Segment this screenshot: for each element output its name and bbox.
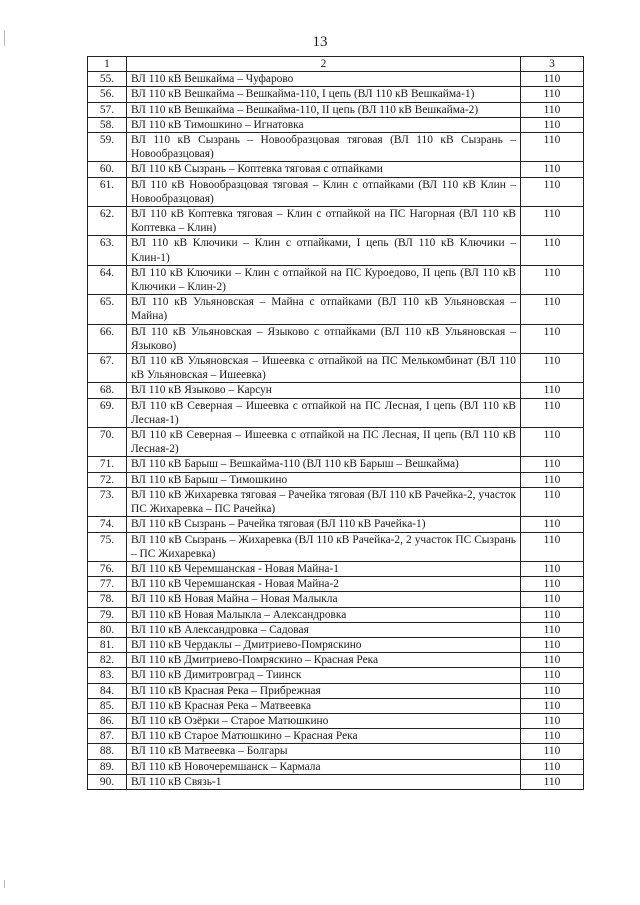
- voltage-cell: 110: [521, 698, 584, 713]
- table-row: [88, 354, 584, 383]
- table-row: [88, 177, 584, 206]
- line-name-cell: ВЛ 110 кВ Красная Река – Прибрежная: [127, 683, 521, 698]
- row-number-cell: 58.: [88, 117, 127, 132]
- row-number-cell: 55.: [88, 72, 127, 87]
- voltage-cell: 110: [521, 236, 584, 265]
- voltage-cell: 110: [521, 774, 584, 789]
- line-name-cell: ВЛ 110 кВ Дмитриево-Помряскино – Красная Река: [127, 653, 521, 668]
- row-number-cell: 66.: [88, 324, 127, 353]
- table-row: [88, 398, 584, 427]
- voltage-cell: 110: [521, 607, 584, 622]
- voltage-cell: 110: [521, 87, 584, 102]
- voltage-cell: 110: [521, 102, 584, 117]
- voltage-cell: 110: [521, 713, 584, 728]
- table-row: [88, 774, 584, 789]
- table-row: [88, 207, 584, 236]
- voltage-cell: 110: [521, 457, 584, 472]
- row-number-cell: 77.: [88, 577, 127, 592]
- table-row: [88, 729, 584, 744]
- line-name-cell: ВЛ 110 кВ Сызрань – Новообразцовая тяговая (ВЛ 110 кВ Сызрань – Новообразцовая): [127, 133, 521, 162]
- row-number-cell: 74.: [88, 517, 127, 532]
- line-name-cell: ВЛ 110 кВ Вешкайма – Вешкайма-110, I цепь (ВЛ 110 кВ Вешкайма-1): [127, 87, 521, 102]
- table-row: [88, 607, 584, 622]
- table-row: [88, 472, 584, 487]
- line-name-cell: ВЛ 110 кВ Старое Матюшкино – Красная Река: [127, 729, 521, 744]
- row-number-cell: 78.: [88, 592, 127, 607]
- power-lines-table: [87, 56, 584, 790]
- voltage-cell: 110: [521, 683, 584, 698]
- line-name-cell: ВЛ 110 кВ Жихаревка тяговая – Рачейка тяговая (ВЛ 110 кВ Рачейка-2, участок ПС Жихаревка – ПС Рачейка): [127, 487, 521, 516]
- row-number-cell: 56.: [88, 87, 127, 102]
- voltage-cell: 110: [521, 324, 584, 353]
- voltage-cell: 110: [521, 354, 584, 383]
- row-number-cell: 80.: [88, 622, 127, 637]
- voltage-cell: 110: [521, 487, 584, 516]
- row-number-cell: 88.: [88, 744, 127, 759]
- line-name-cell: ВЛ 110 кВ Вешкайма – Чуфарово: [127, 72, 521, 87]
- table-row: [88, 622, 584, 637]
- table-row: [88, 577, 584, 592]
- table-row: [88, 324, 584, 353]
- row-number-cell: 76.: [88, 561, 127, 576]
- voltage-cell: 110: [521, 265, 584, 294]
- voltage-cell: 110: [521, 532, 584, 561]
- line-name-cell: ВЛ 110 кВ Александровка – Садовая: [127, 622, 521, 637]
- voltage-cell: 110: [521, 117, 584, 132]
- table-row: [88, 236, 584, 265]
- row-number-cell: 83.: [88, 668, 127, 683]
- table-row: [88, 698, 584, 713]
- voltage-cell: 110: [521, 577, 584, 592]
- voltage-cell: 110: [521, 517, 584, 532]
- line-name-cell: ВЛ 110 кВ Новая Малыкла – Александровка: [127, 607, 521, 622]
- row-number-cell: 84.: [88, 683, 127, 698]
- line-name-cell: ВЛ 110 кВ Красная Река – Матвеевка: [127, 698, 521, 713]
- voltage-cell: 110: [521, 561, 584, 576]
- row-number-cell: 62.: [88, 207, 127, 236]
- line-name-cell: ВЛ 110 кВ Коптевка тяговая – Клин с отпайкой на ПС Нагорная (ВЛ 110 кВ Коптевка – Клин): [127, 207, 521, 236]
- table-row: [88, 117, 584, 132]
- voltage-cell: 110: [521, 162, 584, 177]
- line-name-cell: ВЛ 110 кВ Озёрки – Старое Матюшкино: [127, 713, 521, 728]
- line-name-cell: ВЛ 110 кВ Сызрань – Рачейка тяговая (ВЛ 110 кВ Рачейка-1): [127, 517, 521, 532]
- voltage-cell: 110: [521, 72, 584, 87]
- line-name-cell: ВЛ 110 кВ Связь-1: [127, 774, 521, 789]
- line-name-cell: ВЛ 110 кВ Сызрань – Коптевка тяговая с отпайками: [127, 162, 521, 177]
- table-row: [88, 683, 584, 698]
- row-number-cell: 59.: [88, 133, 127, 162]
- page-number: 13: [312, 34, 328, 50]
- voltage-cell: 110: [521, 398, 584, 427]
- table-row: [88, 428, 584, 457]
- table-row: [88, 713, 584, 728]
- table-row: [88, 72, 584, 87]
- table-header-row: [88, 57, 584, 72]
- row-number-cell: 60.: [88, 162, 127, 177]
- line-name-cell: ВЛ 110 кВ Барыш – Тимошкино: [127, 472, 521, 487]
- line-name-cell: ВЛ 110 кВ Ульяновская – Ишеевка с отпайкой на ПС Мелькомбинат (ВЛ 110 кВ Ульяновская – Ишеевка): [127, 354, 521, 383]
- line-name-cell: ВЛ 110 кВ Вешкайма – Вешкайма-110, II цепь (ВЛ 110 кВ Вешкайма-2): [127, 102, 521, 117]
- voltage-cell: 110: [521, 759, 584, 774]
- voltage-cell: 110: [521, 668, 584, 683]
- row-number-cell: 72.: [88, 472, 127, 487]
- row-number-cell: 63.: [88, 236, 127, 265]
- table-row: [88, 133, 584, 162]
- line-name-cell: ВЛ 110 кВ Языково – Карсун: [127, 383, 521, 398]
- table-row: [88, 102, 584, 117]
- row-number-cell: 71.: [88, 457, 127, 472]
- line-name-cell: ВЛ 110 кВ Северная – Ишеевка с отпайкой на ПС Лесная, I цепь (ВЛ 110 кВ Лесная-1): [127, 398, 521, 427]
- table-row: [88, 383, 584, 398]
- table-row: [88, 561, 584, 576]
- line-name-cell: ВЛ 110 кВ Чердаклы – Дмитриево-Помряскино: [127, 637, 521, 652]
- table-row: [88, 532, 584, 561]
- row-number-cell: 64.: [88, 265, 127, 294]
- table-row: [88, 487, 584, 516]
- row-number-cell: 86.: [88, 713, 127, 728]
- row-number-cell: 73.: [88, 487, 127, 516]
- table-row: [88, 592, 584, 607]
- line-name-cell: ВЛ 110 кВ Димитровград – Тиинск: [127, 668, 521, 683]
- table-row: [88, 668, 584, 683]
- line-name-cell: ВЛ 110 кВ Новообразцовая тяговая – Клин с отпайками (ВЛ 110 кВ Клин – Новообразцовая): [127, 177, 521, 206]
- voltage-cell: 110: [521, 472, 584, 487]
- row-number-cell: 57.: [88, 102, 127, 117]
- table-row: [88, 295, 584, 324]
- line-name-cell: ВЛ 110 кВ Черемшанская - Новая Майна-1: [127, 561, 521, 576]
- row-number-cell: 75.: [88, 532, 127, 561]
- voltage-cell: 110: [521, 622, 584, 637]
- line-name-cell: ВЛ 110 кВ Ульяновская – Языково с отпайками (ВЛ 110 кВ Ульяновская – Языково): [127, 324, 521, 353]
- line-name-cell: ВЛ 110 кВ Сызрань – Жихаревка (ВЛ 110 кВ Рачейка-2, 2 участок ПС Сызрань – ПС Жихаревка): [127, 532, 521, 561]
- row-number-cell: 81.: [88, 637, 127, 652]
- table-row: [88, 637, 584, 652]
- table-row: [88, 457, 584, 472]
- line-name-cell: ВЛ 110 кВ Тимошкино – Игнатовка: [127, 117, 521, 132]
- line-name-cell: ВЛ 110 кВ Черемшанская - Новая Майна-2: [127, 577, 521, 592]
- voltage-cell: 110: [521, 744, 584, 759]
- row-number-cell: 61.: [88, 177, 127, 206]
- voltage-cell: 110: [521, 637, 584, 652]
- header-cell-name: 2: [127, 57, 521, 72]
- line-name-cell: ВЛ 110 кВ Северная – Ишеевка с отпайкой на ПС Лесная, II цепь (ВЛ 110 кВ Лесная-2): [127, 428, 521, 457]
- voltage-cell: 110: [521, 428, 584, 457]
- row-number-cell: 82.: [88, 653, 127, 668]
- line-name-cell: ВЛ 110 кВ Новочеремшанск – Кармала: [127, 759, 521, 774]
- line-name-cell: ВЛ 110 кВ Ключики – Клин с отпайкой на ПС Куроедово, II цепь (ВЛ 110 кВ Ключики – Клин-2): [127, 265, 521, 294]
- voltage-cell: 110: [521, 295, 584, 324]
- line-name-cell: ВЛ 110 кВ Ключики – Клин с отпайками, I цепь (ВЛ 110 кВ Ключики – Клин-1): [127, 236, 521, 265]
- row-number-cell: 85.: [88, 698, 127, 713]
- voltage-cell: 110: [521, 133, 584, 162]
- row-number-cell: 70.: [88, 428, 127, 457]
- line-name-cell: ВЛ 110 кВ Новая Майна – Новая Малыкла: [127, 592, 521, 607]
- table-row: [88, 162, 584, 177]
- row-number-cell: 67.: [88, 354, 127, 383]
- voltage-cell: 110: [521, 383, 584, 398]
- line-name-cell: ВЛ 110 кВ Ульяновская – Майна с отпайками (ВЛ 110 кВ Ульяновская – Майна): [127, 295, 521, 324]
- row-number-cell: 89.: [88, 759, 127, 774]
- voltage-cell: 110: [521, 177, 584, 206]
- table-row: [88, 653, 584, 668]
- table-row: [88, 517, 584, 532]
- scan-margin-mark: [4, 880, 5, 888]
- voltage-cell: 110: [521, 729, 584, 744]
- table-row: [88, 744, 584, 759]
- row-number-cell: 79.: [88, 607, 127, 622]
- header-cell-voltage: 3: [521, 57, 584, 72]
- table-row: [88, 759, 584, 774]
- row-number-cell: 69.: [88, 398, 127, 427]
- row-number-cell: 90.: [88, 774, 127, 789]
- voltage-cell: 110: [521, 207, 584, 236]
- voltage-cell: 110: [521, 592, 584, 607]
- row-number-cell: 65.: [88, 295, 127, 324]
- line-name-cell: ВЛ 110 кВ Барыш – Вешкайма-110 (ВЛ 110 кВ Барыш – Вешкайма): [127, 457, 521, 472]
- table-row: [88, 265, 584, 294]
- row-number-cell: 87.: [88, 729, 127, 744]
- voltage-cell: 110: [521, 653, 584, 668]
- table-row: [88, 87, 584, 102]
- header-cell-number: 1: [88, 57, 127, 72]
- line-name-cell: ВЛ 110 кВ Матвеевка – Болгары: [127, 744, 521, 759]
- row-number-cell: 68.: [88, 383, 127, 398]
